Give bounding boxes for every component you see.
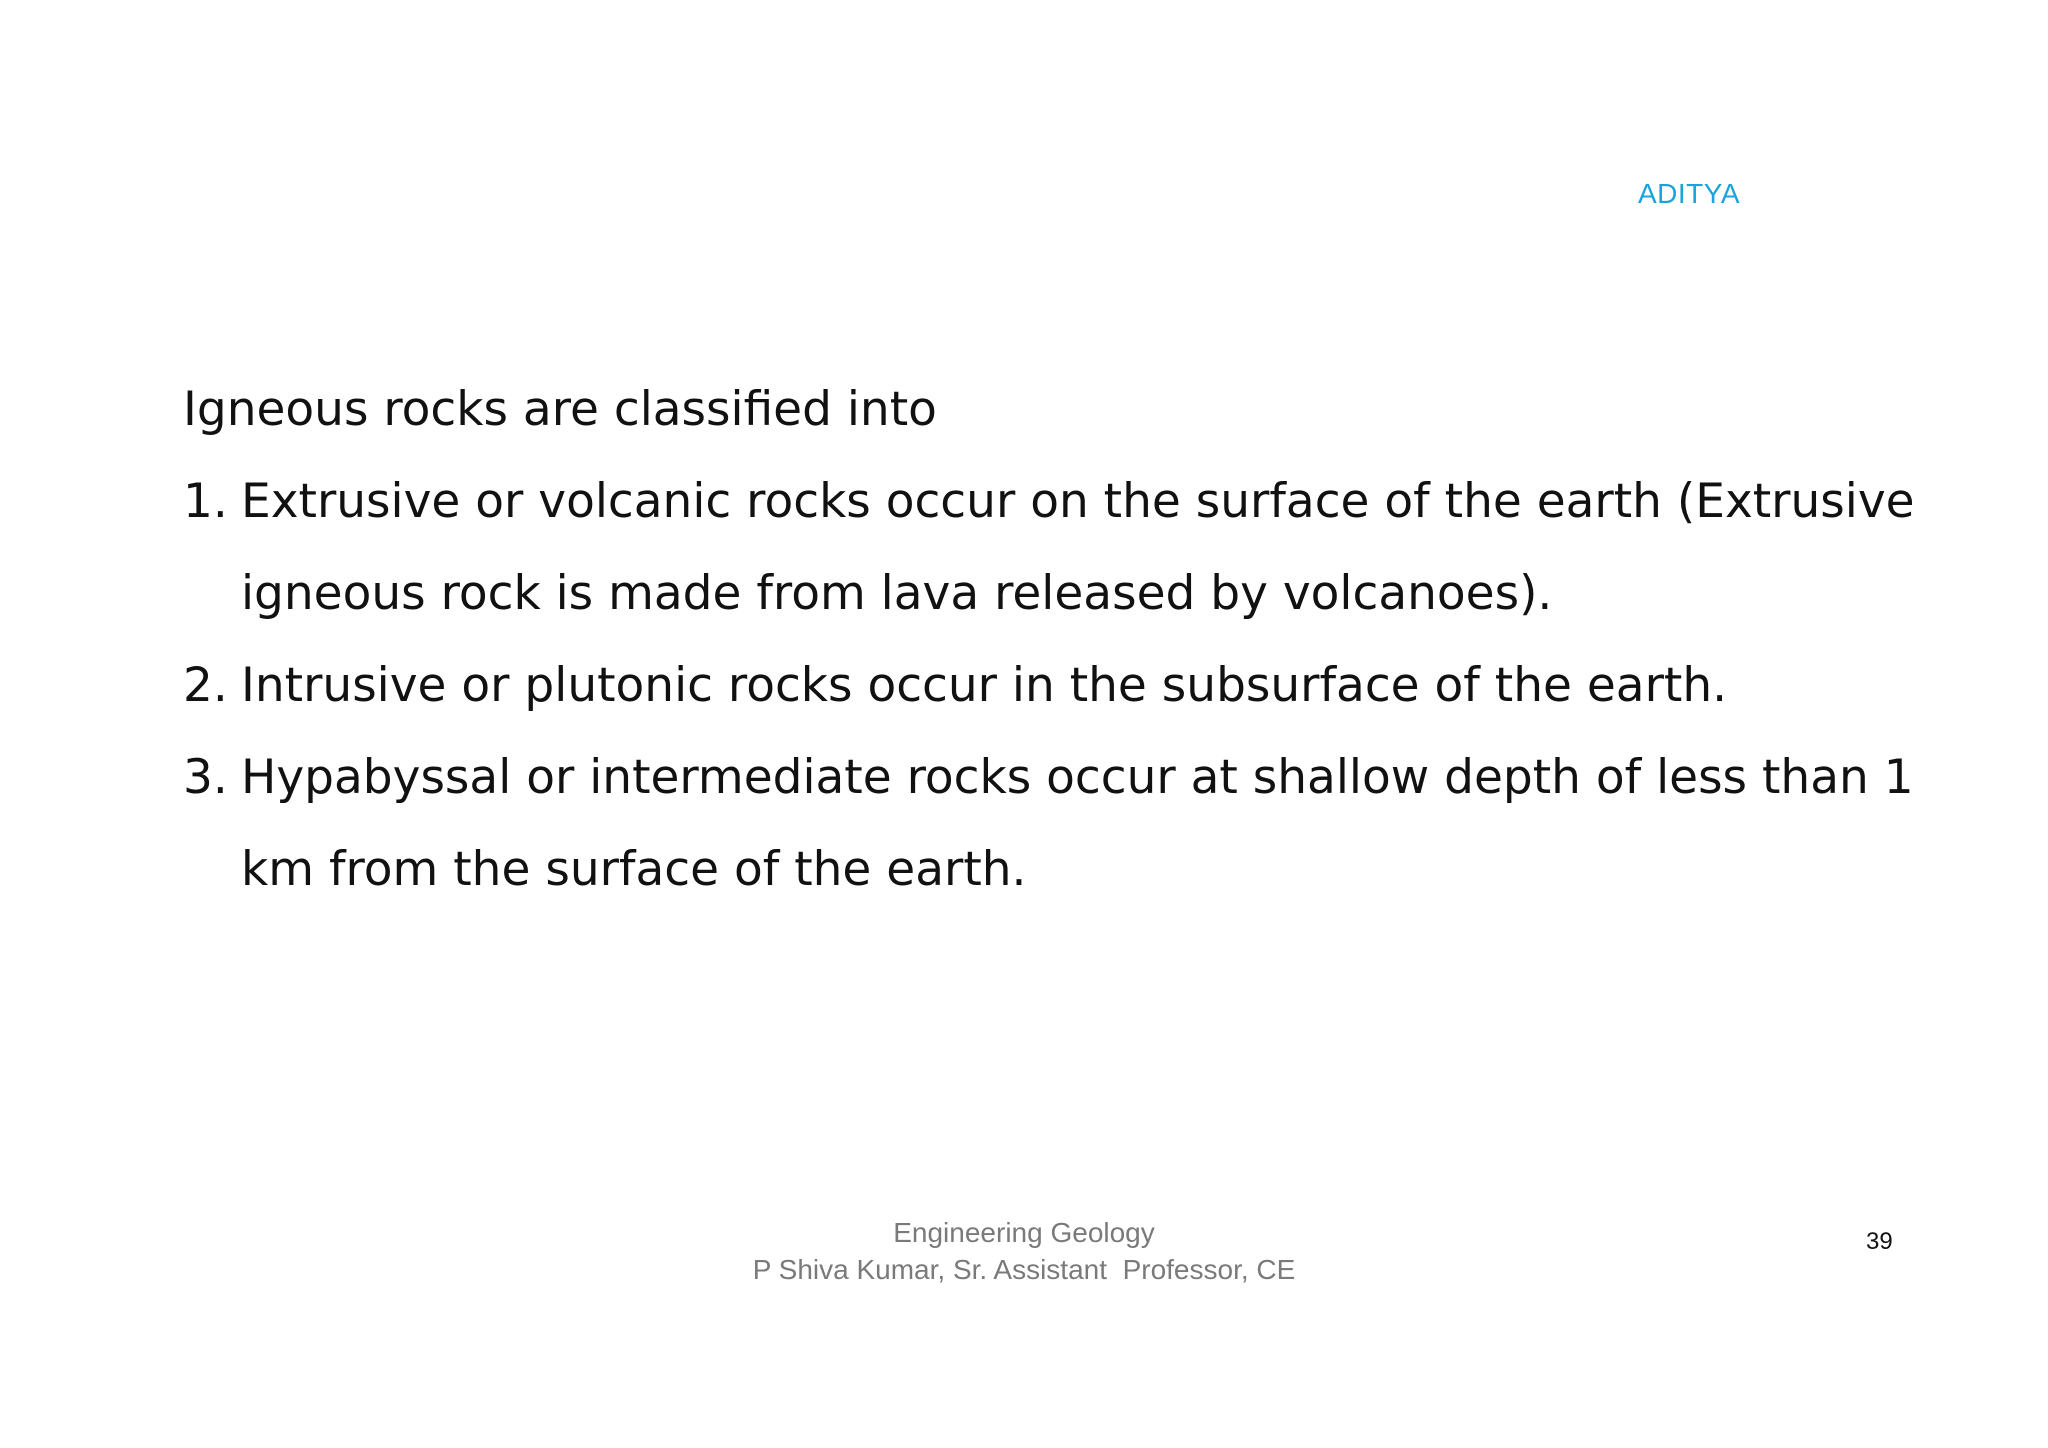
brand-logo-text: ADITYA [1638, 178, 1741, 209]
list-item [183, 640, 1923, 732]
list-item-text: Intrusive or plutonic rocks occur in the subsurface of the earth. [241, 658, 1728, 713]
slide-body [183, 364, 1923, 916]
list-item-number: 2. [183, 658, 228, 713]
list-item-text: Hypabyssal or intermediate rocks occur at shallow depth of less than 1 km from the surface of the earth. [241, 750, 1914, 897]
list-item [183, 456, 1923, 640]
slide-intro: Igneous rocks are classified into [183, 382, 937, 437]
list-item-text: Extrusive or volcanic rocks occur on the surface of the earth (Extrusive igneous rock is made from lava released by volcanoes). [241, 474, 1915, 621]
footer-author: P Shiva Kumar, Sr. Assistant Professor, CE [752, 1254, 1296, 1285]
list-item-number: 1. [183, 474, 228, 529]
page-number: 39 [1866, 1228, 1893, 1255]
list-item [183, 732, 1923, 916]
slide-footer [0, 1214, 2048, 1288]
footer-course: Engineering Geology [893, 1217, 1155, 1248]
list-item-number: 3. [183, 750, 228, 805]
